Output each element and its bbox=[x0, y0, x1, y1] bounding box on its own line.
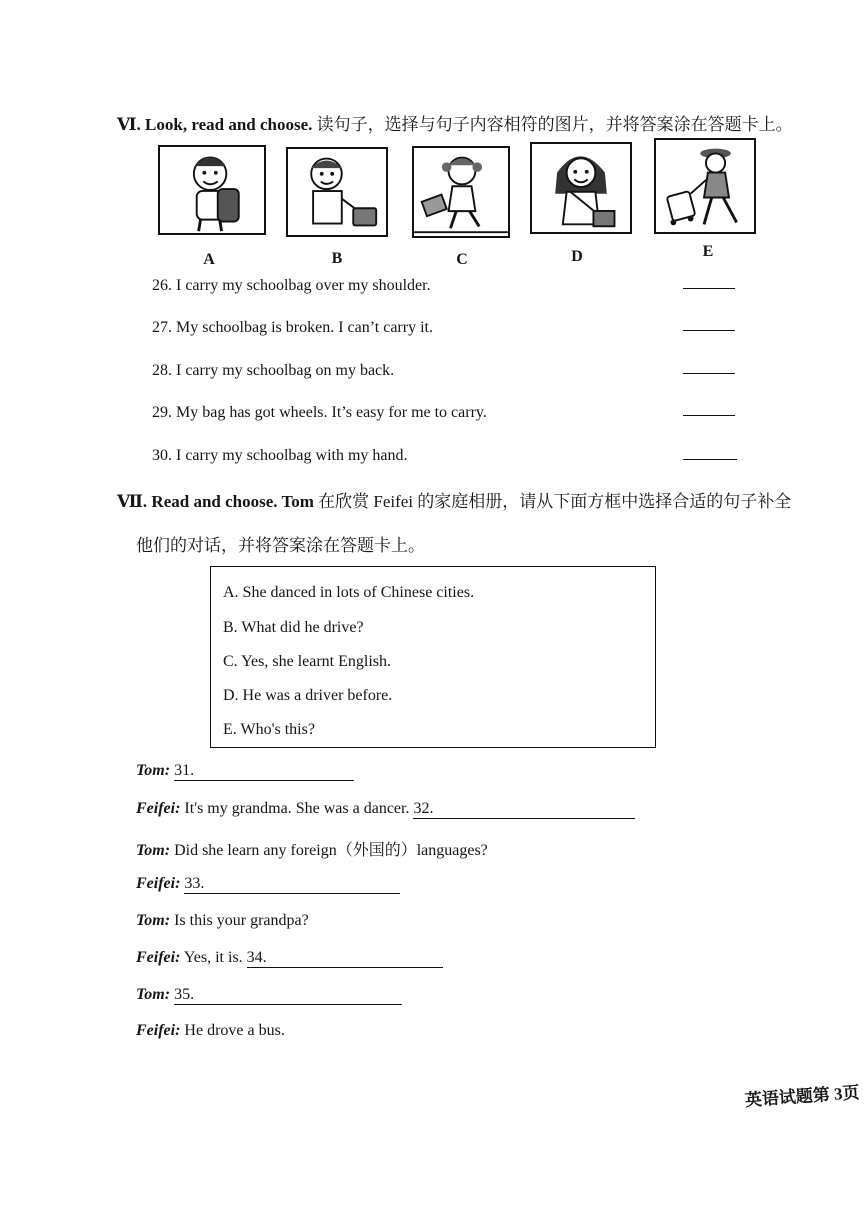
picture-letter-a: A bbox=[203, 251, 215, 268]
speaker-tom: Tom: bbox=[136, 912, 171, 929]
picture-letter-b: B bbox=[331, 250, 343, 267]
picture-letter-e: E bbox=[702, 243, 714, 260]
answer-line-28 bbox=[683, 373, 735, 374]
girl-broken-bag-icon bbox=[414, 148, 508, 236]
girl-wheeled-bag-icon bbox=[656, 140, 754, 232]
dialogue-line-4 bbox=[136, 875, 400, 894]
blank-33: 33. bbox=[184, 875, 400, 894]
speaker-feifei: Feifei: bbox=[136, 875, 181, 892]
question-26: 26. I carry my schoolbag over my shoulder. bbox=[152, 277, 431, 294]
dialogue-line-5 bbox=[136, 912, 309, 930]
boy-handbag-icon bbox=[288, 149, 386, 235]
picture-a bbox=[158, 145, 266, 235]
section-7-title-en: Ⅶ. Read and choose. Tom bbox=[117, 492, 314, 511]
section-6-title-cn: 读句子，选择与句子内容相符的图片，并将答案涂在答题卡上。 bbox=[316, 115, 793, 134]
dialogue-text-3: Did she learn any foreign（外国的）languages? bbox=[174, 842, 488, 859]
question-30: 30. I carry my schoolbag with my hand. bbox=[152, 447, 408, 464]
dialogue-line-7 bbox=[136, 986, 402, 1005]
blank-31: 31. bbox=[174, 762, 354, 781]
dialogue-text-5: Is this your grandpa? bbox=[174, 912, 309, 929]
dialogue-line-2 bbox=[136, 800, 635, 819]
picture-e bbox=[654, 138, 756, 234]
section-7-title bbox=[117, 487, 791, 512]
answer-line-29 bbox=[683, 415, 735, 416]
speaker-tom: Tom: bbox=[136, 842, 171, 859]
answer-line-30 bbox=[683, 459, 737, 460]
dialogue-line-8 bbox=[136, 1022, 285, 1040]
girl-shoulder-bag-icon bbox=[532, 144, 630, 232]
option-e: E. Who's this? bbox=[223, 721, 315, 738]
dialogue-line-6 bbox=[136, 949, 443, 968]
answer-line-26 bbox=[683, 288, 735, 289]
picture-b bbox=[286, 147, 388, 237]
picture-letter-d: D bbox=[571, 248, 583, 265]
blank-32: 32. bbox=[413, 800, 635, 819]
boy-backpack-icon bbox=[160, 147, 264, 233]
section-6-title-en: Ⅵ. Look, read and choose. bbox=[117, 115, 313, 134]
options-box bbox=[210, 566, 656, 748]
picture-letter-c: C bbox=[456, 251, 468, 268]
picture-d bbox=[530, 142, 632, 234]
section-7-title-line-2: 他们的对话，并将答案涂在答题卡上。 bbox=[136, 536, 425, 555]
speaker-tom: Tom: bbox=[136, 762, 171, 779]
section-6-title bbox=[117, 110, 793, 135]
section-7-title-cn-1: 在欣赏 Feifei 的家庭相册，请从下面方框中选择合适的句子补全 bbox=[318, 492, 792, 511]
option-c: C. Yes, she learnt English. bbox=[223, 653, 391, 670]
option-a: A. She danced in lots of Chinese cities. bbox=[223, 584, 475, 601]
dialogue-line-1 bbox=[136, 762, 354, 781]
picture-c bbox=[412, 146, 510, 238]
page-footer: 英语试题第 3页 bbox=[744, 1082, 861, 1110]
speaker-feifei: Feifei: bbox=[136, 800, 181, 817]
dialogue-text-2: It's my grandma. She was a dancer. bbox=[184, 800, 410, 817]
dialogue-line-3 bbox=[136, 837, 488, 860]
option-d: D. He was a driver before. bbox=[223, 687, 393, 704]
blank-34: 34. bbox=[247, 949, 443, 968]
question-29: 29. My bag has got wheels. It’s easy for me to carry. bbox=[152, 404, 487, 421]
question-27: 27. My schoolbag is broken. I can’t carry it. bbox=[152, 319, 433, 336]
dialogue-text-6: Yes, it is. bbox=[183, 949, 243, 966]
question-28: 28. I carry my schoolbag on my back. bbox=[152, 362, 395, 379]
dialogue-text-8: He drove a bus. bbox=[184, 1022, 285, 1039]
speaker-tom: Tom: bbox=[136, 986, 171, 1003]
answer-line-27 bbox=[683, 330, 735, 331]
option-b: B. What did he drive? bbox=[223, 619, 364, 636]
speaker-feifei: Feifei: bbox=[136, 949, 181, 966]
blank-35: 35. bbox=[174, 986, 402, 1005]
speaker-feifei: Feifei: bbox=[136, 1022, 181, 1039]
